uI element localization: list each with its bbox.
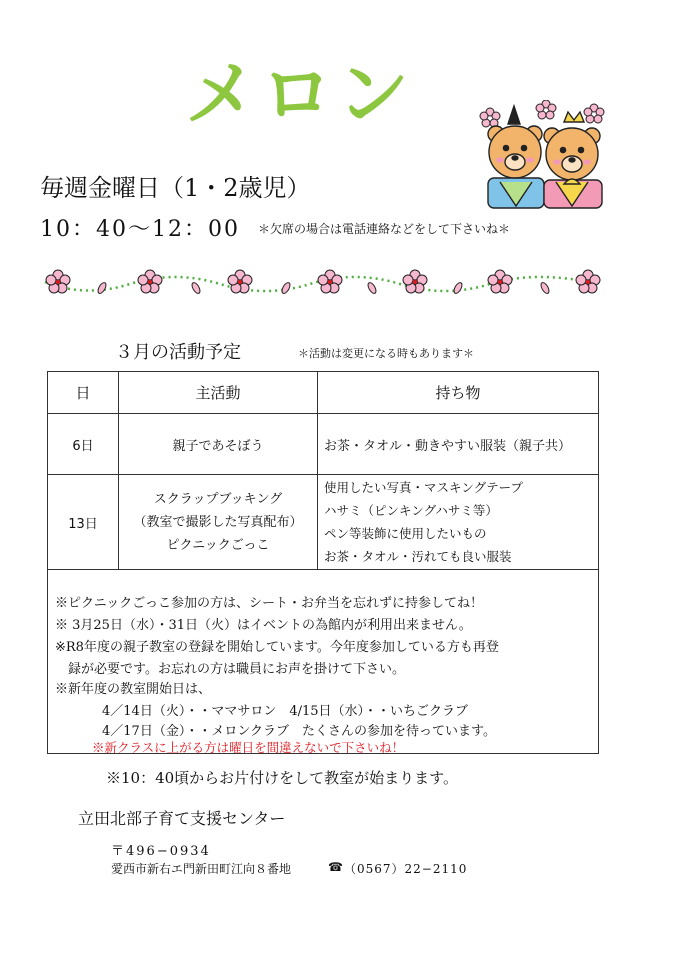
note-line: ※R8年度の親子教室の登録を開始しています。今年度参加している方も再登 [55,640,499,655]
bear-mascot-icon [478,100,608,220]
cherry-blossom-icon [488,270,512,293]
activity-line: ピクニックごっこ [166,537,270,553]
item-line: ハサミ（ピンキングハサミ等） [324,503,498,518]
cherry-blossom-icon [318,270,342,293]
header-activity: 主活動 [119,372,318,414]
table-row [48,475,599,570]
cherry-blossom-icon [403,270,427,293]
notes-box [47,570,599,754]
schedule-title: ３月の活動予定 [115,342,241,363]
phone-icon: ☎ [328,860,343,874]
activity-line: スクラップブッキング [153,491,283,507]
postal-code: 〒496−0934 [111,844,211,859]
class-time: 10：40〜12：00 [40,217,240,242]
row-items: お茶・タオル・動きやすい服装（親子共） [318,414,599,475]
cleanup-note: ※10：40頃からお片付けをして教室が始まります。 [106,769,458,787]
row-items [318,475,599,570]
note-line: 4／14日（火）・・ママサロン 4/15日（水）・・いちごクラブ [102,704,469,719]
table-row [48,414,599,475]
schedule-note: ＊活動は変更になる時もあります＊ [298,347,474,360]
row-activity: 親子であそぼう [119,414,318,475]
flower-garland [40,262,605,304]
class-weekday: 毎週金曜日（1・2歳児） [40,174,311,202]
item-line: 使用したい写真・マスキングテープ [324,480,524,495]
cherry-blossom-icon [46,270,70,293]
header-day: 日 [48,372,119,414]
cherry-blossom-icon [576,270,600,293]
activity-line: （教室で撮影した写真配布） [133,514,303,530]
cherry-blossom-icon [228,270,252,293]
table-header-row [48,372,599,414]
note-warning: ※新クラスに上がる方は曜日を間違えないで下さいね！ [92,740,405,755]
note-line: ※ピクニックごっこ参加の方は、シート・お弁当を忘れずに持参してね！ [55,596,483,611]
row-activity [119,475,318,570]
row-day: 13日 [48,475,119,570]
note-line: ※新年度の教室開始日は、 [55,682,212,697]
address: 愛西市新右エ門新田町江向８番地 [111,862,292,876]
row-day: 6日 [48,414,119,475]
note-line: 録が必要です。お忘れの方は職員にお声を掛けて下さい。 [55,662,405,677]
schedule-table [47,371,599,570]
class-title: メロン [185,52,414,136]
note-line: 4／17日（金）・・メロンクラブ たくさんの参加を待っています。 [102,724,497,739]
center-name: 立田北部子育て支援センター [78,809,286,828]
item-line: お茶・タオル・汚れても良い服装 [324,549,512,564]
cherry-blossom-icon [138,270,162,293]
phone-number: （0567）22−2110 [344,862,468,876]
note-line: ※ 3月25日（水）・31日（火）はイベントの為館内が利用出来ません。 [55,618,472,633]
absence-note: ＊欠席の場合は電話連絡などをして下さいね＊ [258,222,511,236]
header-items: 持ち物 [318,372,599,414]
item-line: ペン等装飾に使用したいもの [324,526,487,541]
